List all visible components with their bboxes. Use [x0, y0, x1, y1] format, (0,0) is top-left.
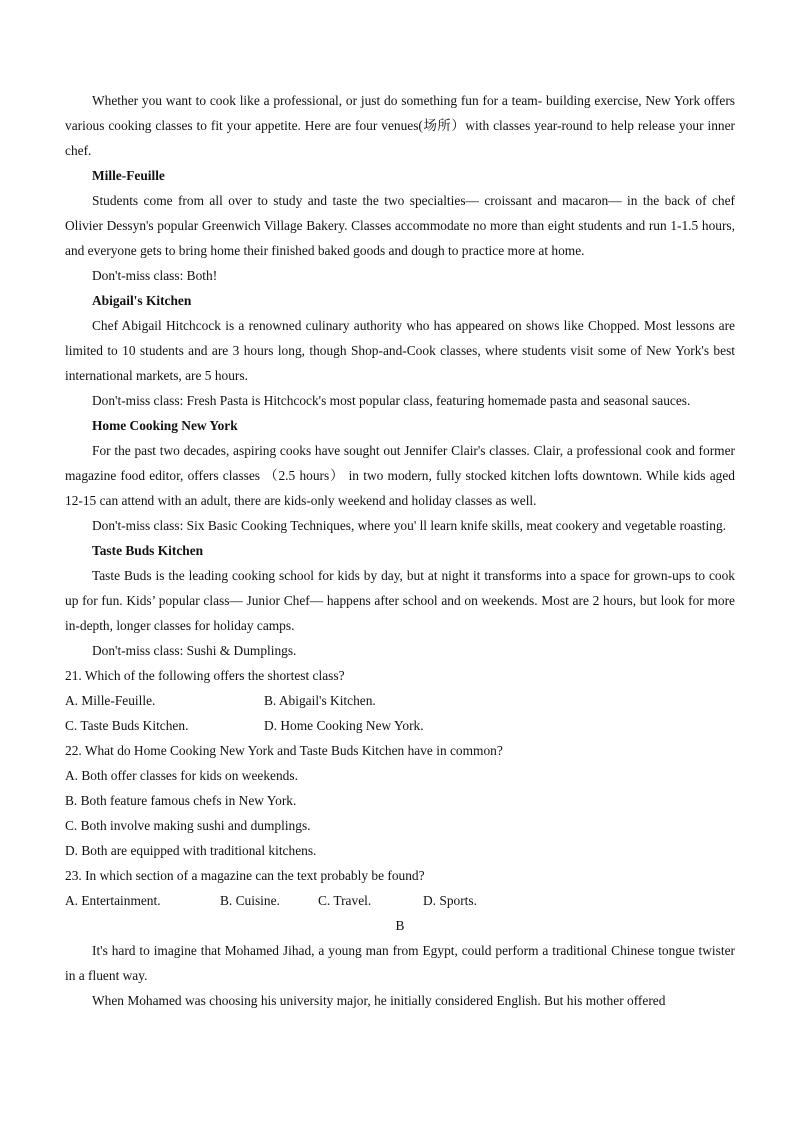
- question-22-option-a: A. Both offer classes for kids on weekends.: [65, 768, 298, 783]
- passage-b-paragraph-2: When Mohamed was choosing his university major, he initially considered English. But his mother offered: [92, 993, 666, 1008]
- passage-a-intro: Whether you want to cook like a professional, or just do something fun for a team- building exercise, New York offers various cooking classes to fit your appetite. Here are four venues(场所）with classes year-round to help release your inner chef.: [65, 93, 735, 158]
- question-22-option-c: C. Both involve making sushi and dumplings.: [65, 818, 311, 833]
- question-21-options-row-1: [65, 688, 735, 713]
- question-23-option-a: A. Entertainment.: [65, 893, 161, 908]
- question-23-stem: 23. In which section of a magazine can the text probably be found?: [65, 868, 425, 883]
- question-21-option-c: C. Taste Buds Kitchen.: [65, 718, 189, 733]
- question-21-option-d: D. Home Cooking New York.: [264, 718, 424, 733]
- question-23-options-row: [65, 888, 735, 913]
- venue-description-taste-buds-kitchen: Taste Buds is the leading cooking school for kids by day, but at night it transforms into a space for grown-ups to cook up for fun. Kids’ popular class— Junior Chef— happens after school and on weekends. Most are 2 hours, but look for more in-depth, longer classes for holiday camps.: [65, 568, 735, 633]
- question-21-option-b: B. Abigail's Kitchen.: [264, 693, 376, 708]
- venue-dont-miss-mille-feuille: Don't-miss class: Both!: [92, 268, 218, 283]
- venue-dont-miss-home-cooking-new-york: Don't-miss class: Six Basic Cooking Techniques, where you' ll learn knife skills, meat cookery and vegetable roasting.: [92, 518, 726, 533]
- passage-b-paragraph-1: It's hard to imagine that Mohamed Jihad, a young man from Egypt, could perform a traditional Chinese tongue twister in a fluent way.: [65, 943, 735, 983]
- document-page: [65, 88, 735, 1013]
- question-21-options-row-2: [65, 713, 735, 738]
- question-21-option-a: A. Mille-Feuille.: [65, 693, 156, 708]
- venue-heading-home-cooking-new-york: Home Cooking New York: [92, 418, 238, 433]
- venue-description-home-cooking-new-york: For the past two decades, aspiring cooks have sought out Jennifer Clair's classes. Clair, a professional cook and former magazine food editor, offers classes （2.5 hours） in two modern, fully stocked kitchen lofts downtown. While kids aged 12-15 can attend with an adult, there are kids-only weekend and holiday classes as well.: [65, 443, 735, 508]
- venue-dont-miss-taste-buds-kitchen: Don't-miss class: Sushi & Dumplings.: [92, 643, 297, 658]
- venue-dont-miss-abigails-kitchen: Don't-miss class: Fresh Pasta is Hitchcock's most popular class, featuring homemade pasta and seasonal sauces.: [92, 393, 691, 408]
- question-22-option-d: D. Both are equipped with traditional kitchens.: [65, 843, 317, 858]
- passage-b-letter: B: [395, 918, 405, 933]
- venue-description-mille-feuille: Students come from all over to study and taste the two specialties— croissant and macaron— in the back of chef Olivier Dessyn's popular Greenwich Village Bakery. Classes accommodate no more than eight students and run 1-1.5 hours, and everyone gets to bring home their finished baked goods and dough to practice more at home.: [65, 193, 735, 258]
- venue-description-abigails-kitchen: Chef Abigail Hitchcock is a renowned culinary authority who has appeared on shows like Chopped. Most lessons are limited to 10 students and are 3 hours long, though Shop-and-Cook classes, where students visit some of New York's best international markets, are 5 hours.: [65, 318, 735, 383]
- question-23-option-d: D. Sports.: [423, 893, 477, 908]
- venue-heading-mille-feuille: Mille-Feuille: [92, 168, 165, 183]
- question-21-stem: 21. Which of the following offers the shortest class?: [65, 668, 345, 683]
- venue-heading-abigails-kitchen: Abigail's Kitchen: [92, 293, 192, 308]
- venue-heading-taste-buds-kitchen: Taste Buds Kitchen: [92, 543, 204, 558]
- question-23-option-b: B. Cuisine.: [220, 893, 280, 908]
- question-22-stem: 22. What do Home Cooking New York and Taste Buds Kitchen have in common?: [65, 743, 503, 758]
- question-23-option-c: C. Travel.: [318, 893, 372, 908]
- question-22-option-b: B. Both feature famous chefs in New York.: [65, 793, 297, 808]
